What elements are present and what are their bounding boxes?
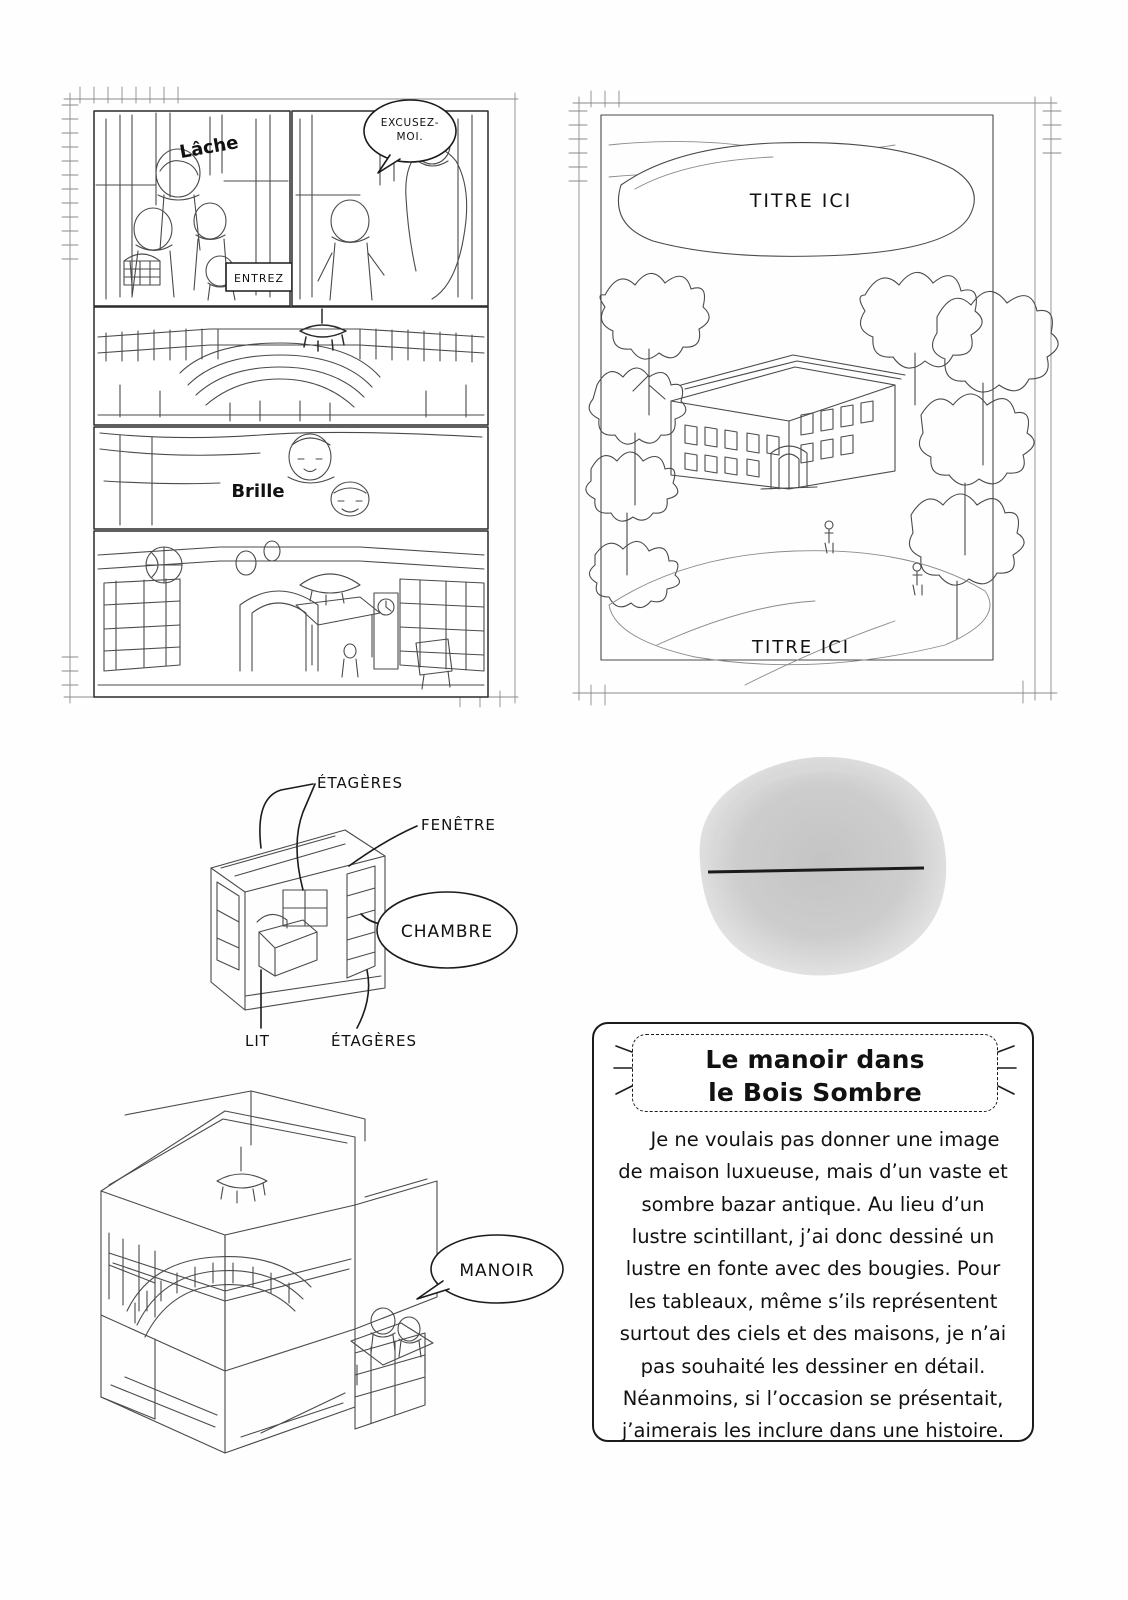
label-manoir: MANOIR: [459, 1261, 535, 1281]
speech-excusez-line2: MOI.: [396, 131, 424, 143]
label-window: FENÊTRE: [421, 816, 496, 834]
label-shelves-top: ÉTAGÈRES: [317, 774, 403, 792]
panel-4: [94, 427, 488, 529]
cover-rough: [565, 85, 1065, 710]
note-title-line2: le Bois Sombre: [708, 1078, 922, 1107]
speech-brille: Brille: [231, 481, 285, 502]
room-diagram: [185, 770, 575, 1070]
note-body: Je ne voulais pas donner une image de maison luxueuse, mais d’un vaste et sombre bazar antique. Au lieu d’un lustre scintillant, j’ai donc dessiné un lustre en fonte avec des bougies. Pour les tableaux, même s’ils représentent surtout des ciels et des maisons, je n’ai pas souhaité les dessiner en détail. Néanmoins, si l’occasion se présentait, j’aimerais les inclure dans une histoire.: [618, 1128, 1008, 1443]
speech-lache: Lâche: [178, 132, 241, 164]
panel-3: [94, 307, 488, 425]
title-bottom-text: TITRE ICI: [751, 637, 851, 658]
grey-smudge: [680, 752, 955, 987]
note-box: [592, 1022, 1034, 1442]
speech-entrez: ENTREZ: [233, 272, 285, 285]
panel-5: [94, 531, 488, 697]
storyboard-left: [60, 85, 520, 710]
note-title-line1: Le manoir dans: [705, 1045, 925, 1074]
panel-1: [94, 111, 292, 306]
panel-2: [292, 100, 488, 306]
label-bedroom: CHAMBRE: [400, 922, 494, 942]
title-balloon-text: TITRE ICI: [749, 190, 853, 212]
mansion-iso: [65, 1085, 575, 1475]
speech-excusez-line1: EXCUSEZ-: [380, 117, 440, 129]
label-bed: LIT: [245, 1032, 270, 1050]
note-title-plate: [632, 1034, 998, 1112]
label-shelves-bottom: ÉTAGÈRES: [331, 1032, 417, 1050]
